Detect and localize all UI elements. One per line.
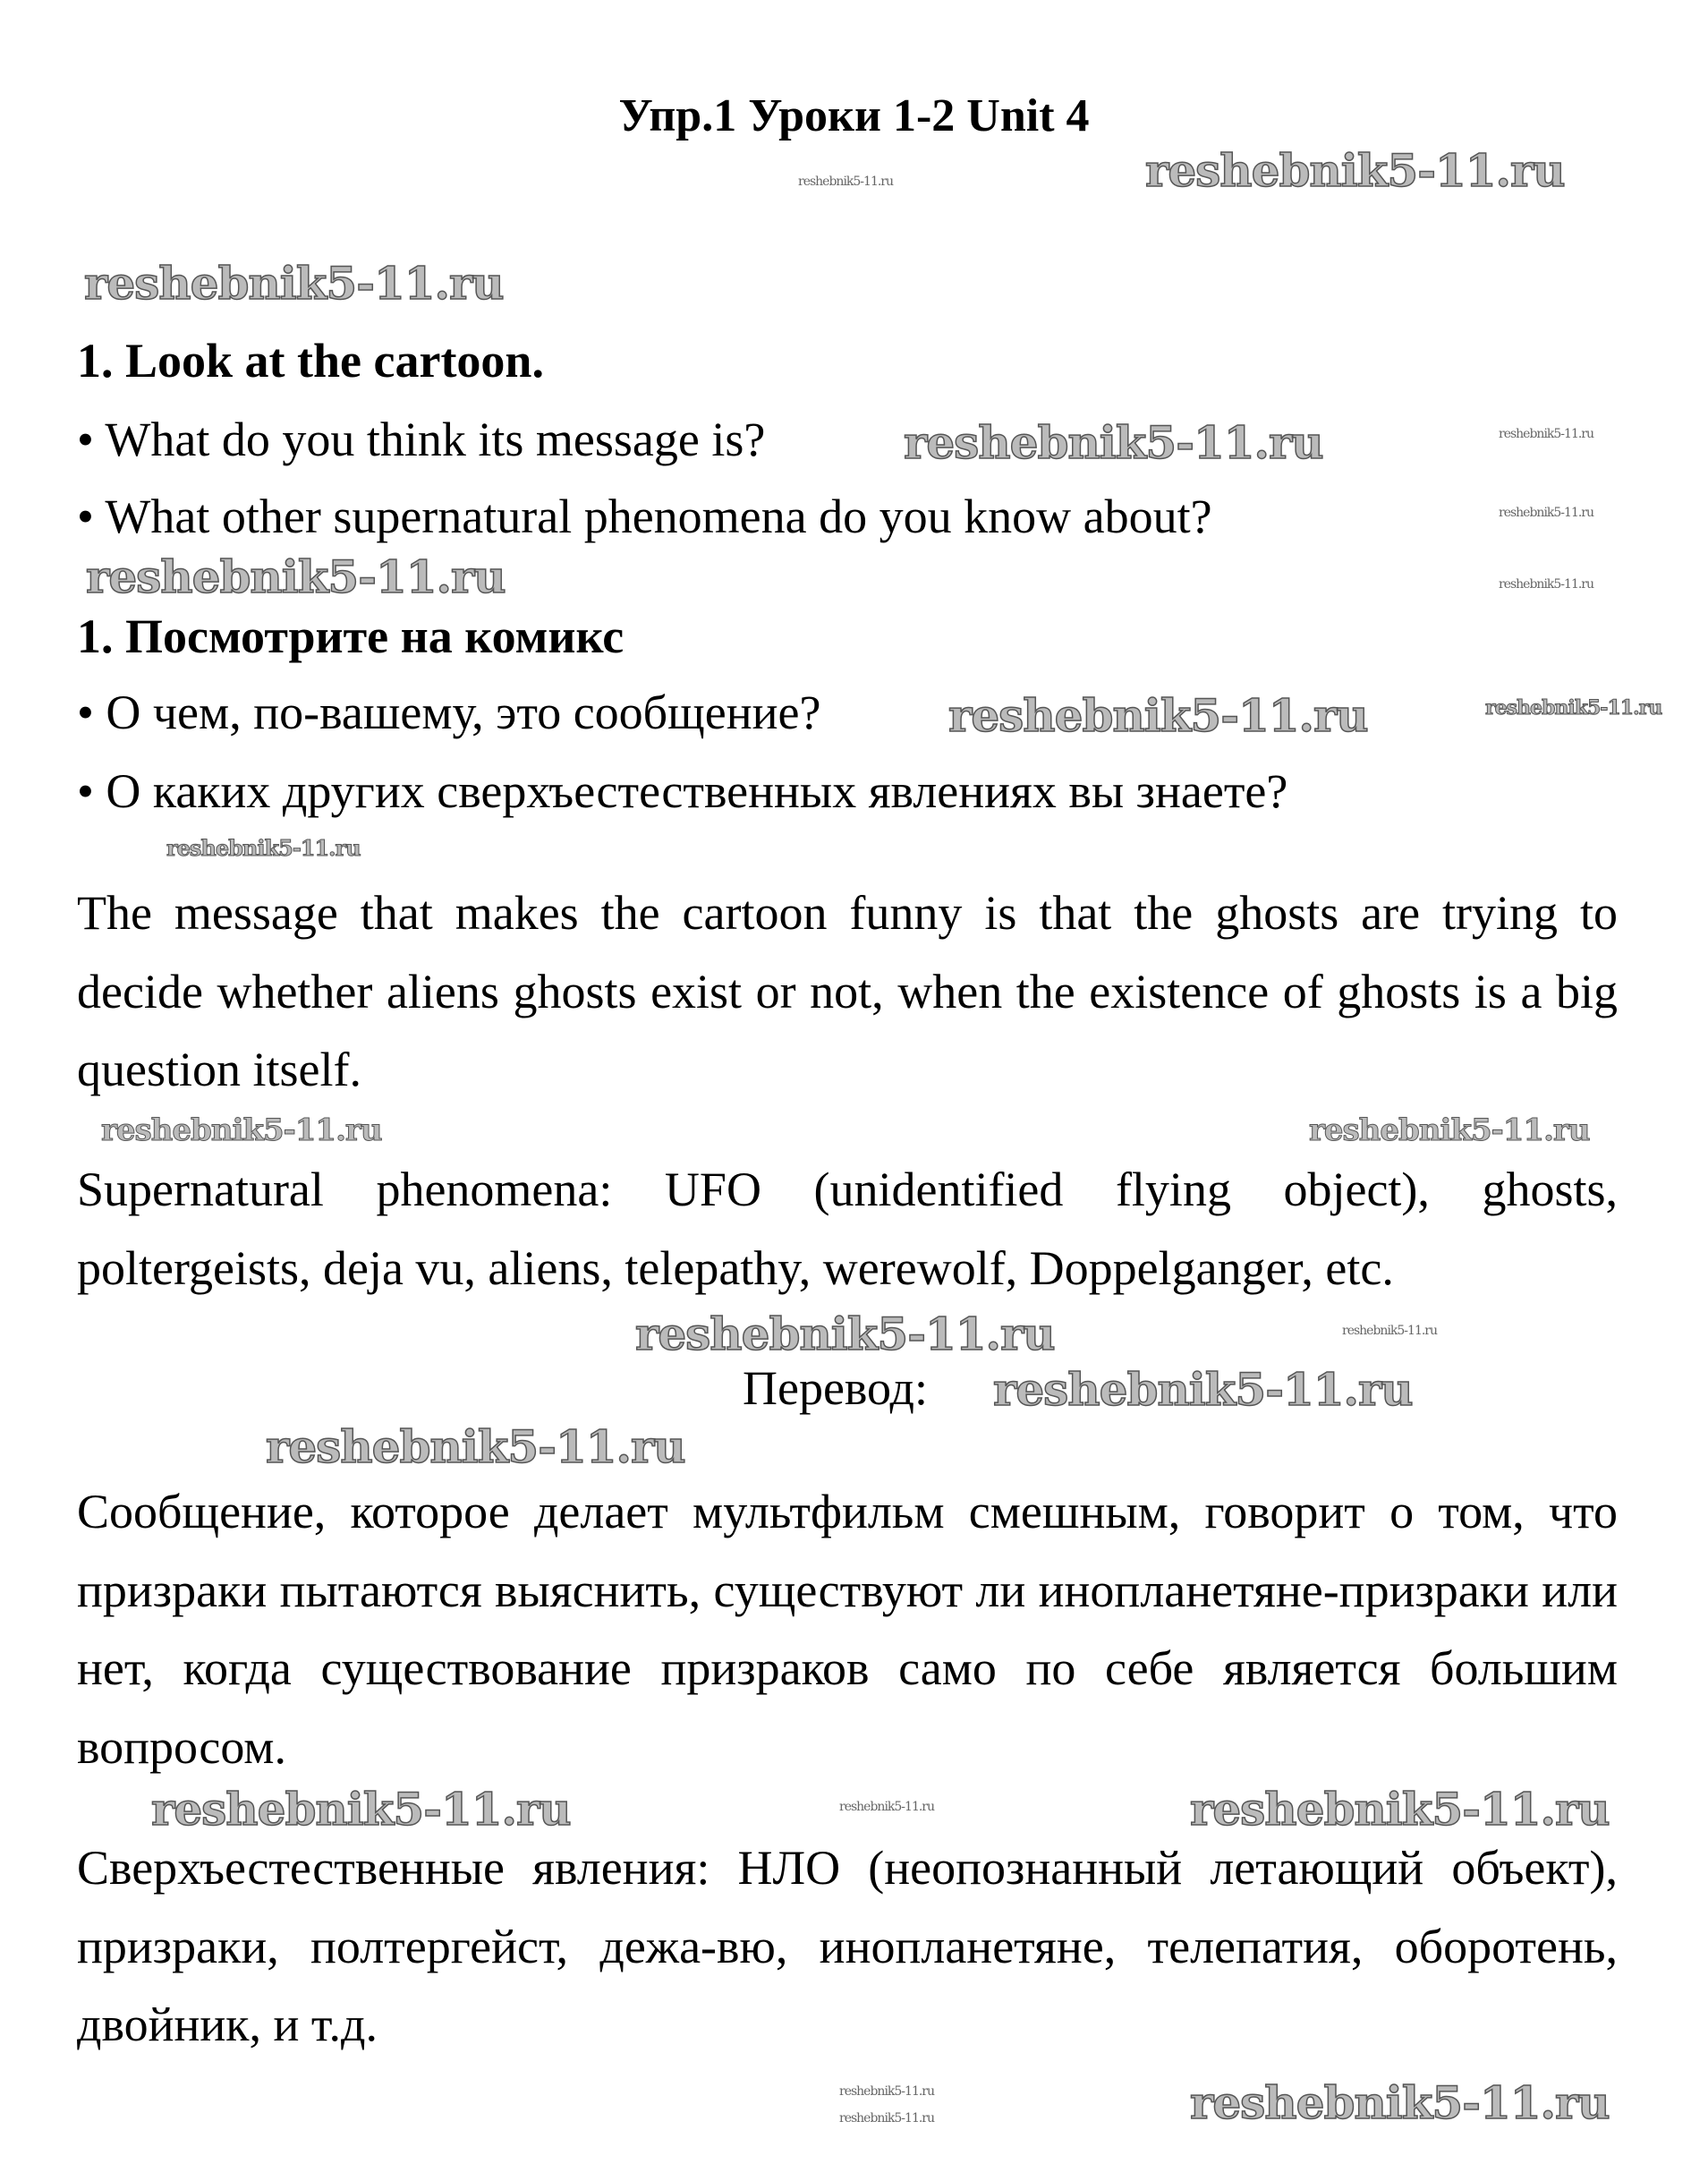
answer-ru-paragraph-2: Сверхъестественные явления: НЛО (неопознанный летающий объект), призраки, полтергейст, дежа-вю, инопланетяне, телепатия, оборотень, двойник, и т.д. bbox=[77, 1841, 1618, 2051]
task-ru-heading: 1. Посмотрите на комикс bbox=[77, 609, 625, 663]
watermark: reshebnik5-11.ru bbox=[1309, 1112, 1590, 1148]
watermark: reshebnik5-11.ru bbox=[101, 1112, 382, 1148]
watermark: reshebnik5-11.ru bbox=[1190, 1783, 1610, 1836]
answer-ru-paragraph-1: Сообщение, которое делает мультфильм смешным, говорит о том, что призраки пытаются выяснить, существуют ли инопланетяне-призраки или нет, когда существование призраков само по себе является большим вопросом. bbox=[77, 1485, 1618, 1774]
page-title: Упр.1 Уроки 1-2 Unit 4 bbox=[618, 90, 1090, 141]
task-ru-bullet-2: • О каких других сверхъестественных явлениях вы знаете? bbox=[77, 764, 1288, 818]
watermark: reshebnik5-11.ru bbox=[798, 175, 894, 189]
watermark: reshebnik5-11.ru bbox=[151, 1783, 571, 1836]
answer-en-paragraph-1: The message that makes the cartoon funny is that the ghosts are trying to decide whether aliens ghosts exist or not, when the existence of ghosts is a big question itself. bbox=[77, 886, 1618, 1096]
watermark: reshebnik5-11.ru bbox=[1145, 144, 1565, 197]
watermark: reshebnik5-11.ru bbox=[1190, 2076, 1610, 2129]
task-en-bullet-1: • What do you think its message is? bbox=[77, 413, 766, 466]
watermark: reshebnik5-11.ru bbox=[839, 2111, 935, 2126]
watermark: reshebnik5-11.ru bbox=[266, 1420, 685, 1473]
translation-label: Перевод: bbox=[743, 1361, 928, 1415]
watermark: reshebnik5-11.ru bbox=[1485, 696, 1662, 720]
watermark: reshebnik5-11.ru bbox=[84, 257, 504, 310]
task-en-bullet-2: • What other supernatural phenomena do you know about? bbox=[77, 490, 1212, 543]
watermark: reshebnik5-11.ru bbox=[904, 416, 1323, 469]
watermark: reshebnik5-11.ru bbox=[635, 1308, 1055, 1360]
task-ru-bullet-1: • О чем, по-вашему, это сообщение? bbox=[77, 686, 821, 739]
watermark: reshebnik5-11.ru bbox=[86, 550, 506, 603]
watermark: reshebnik5-11.ru bbox=[1499, 506, 1594, 520]
answer-en-paragraph-2: Supernatural phenomena: UFO (unidentified flying object), ghosts, poltergeists, deja vu, aliens, telepathy, werewolf, Doppelganger, etc. bbox=[77, 1163, 1618, 1295]
watermark: reshebnik5-11.ru bbox=[948, 689, 1368, 742]
watermark: reshebnik5-11.ru bbox=[839, 1800, 935, 1814]
watermark: reshebnik5-11.ru bbox=[166, 835, 361, 861]
watermark: reshebnik5-11.ru bbox=[993, 1363, 1413, 1416]
watermark: reshebnik5-11.ru bbox=[839, 2084, 935, 2099]
watermark: reshebnik5-11.ru bbox=[1499, 427, 1594, 441]
watermark: reshebnik5-11.ru bbox=[1499, 577, 1594, 592]
task-en-heading: 1. Look at the cartoon. bbox=[77, 334, 544, 388]
watermark: reshebnik5-11.ru bbox=[1342, 1324, 1438, 1338]
